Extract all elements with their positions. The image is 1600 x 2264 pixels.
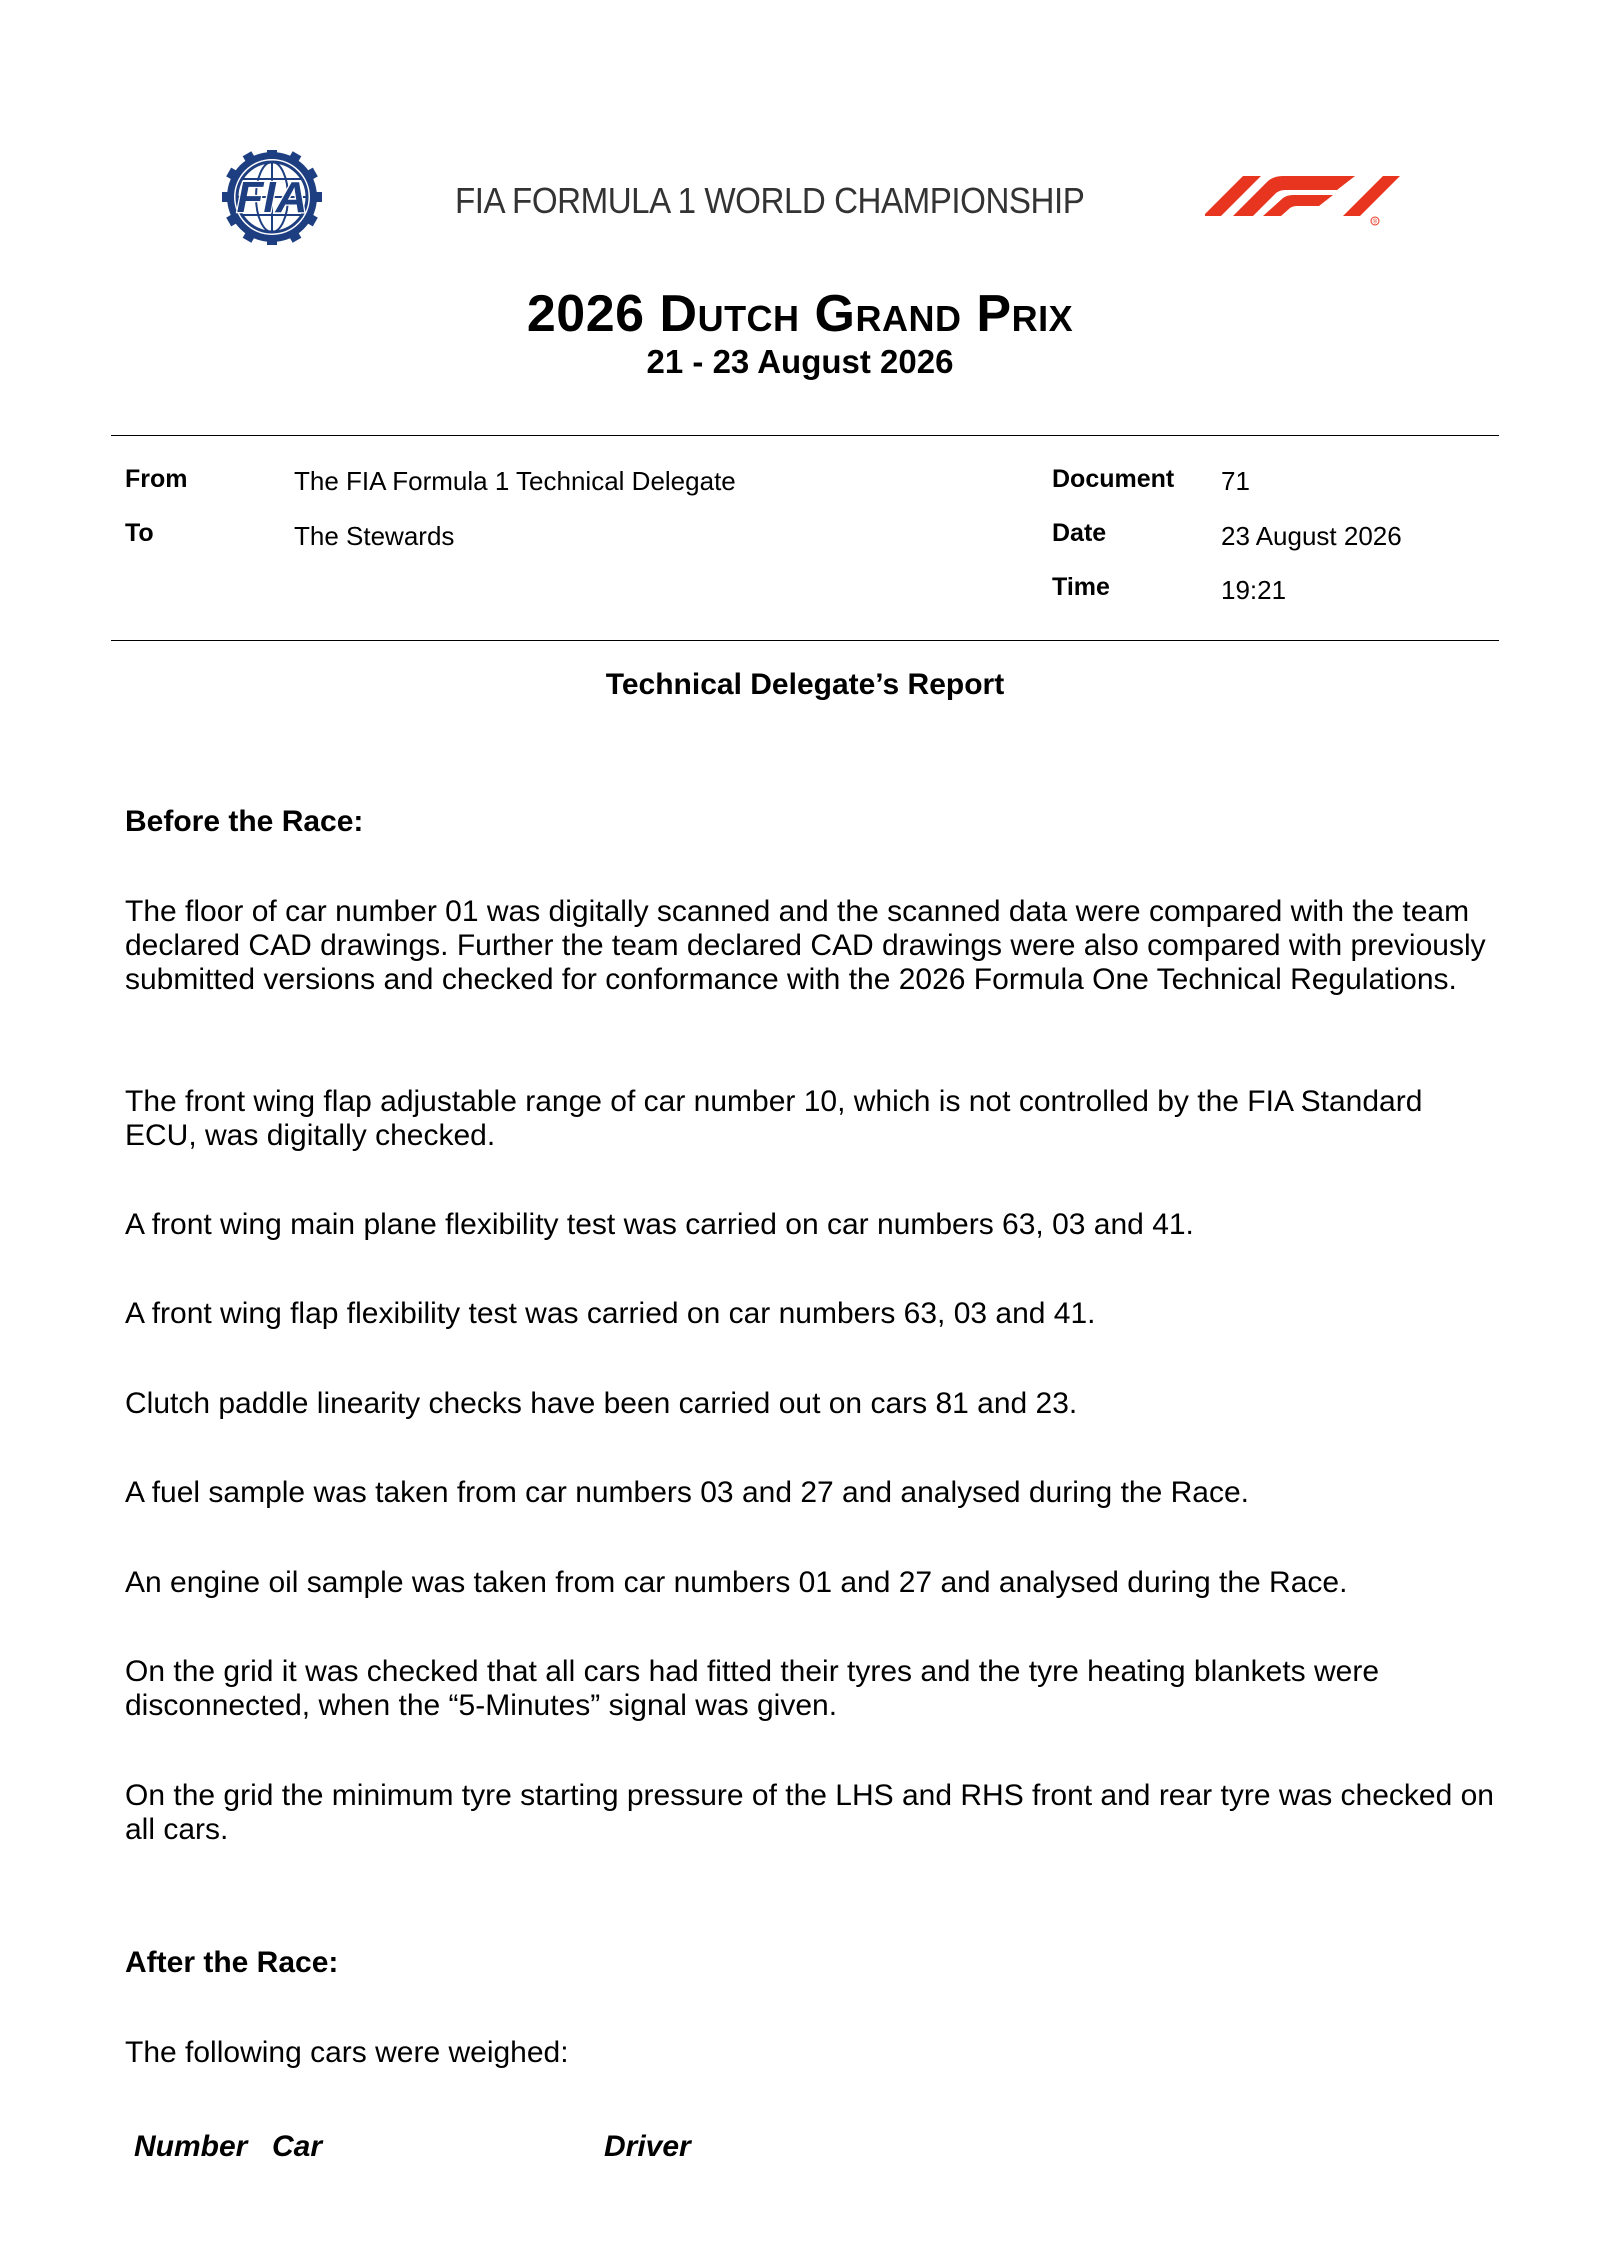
date-value: 23 August 2026: [1221, 521, 1402, 551]
time-label: Time: [1052, 573, 1110, 601]
event-dates: 21 - 23 August 2026: [646, 343, 954, 380]
svg-text:®: ®: [1372, 219, 1378, 226]
table-header-driver: Driver: [604, 2130, 691, 2163]
divider-bottom: [111, 640, 1499, 641]
from-value: The FIA Formula 1 Technical Delegate: [294, 466, 736, 496]
from-label: From: [125, 465, 188, 493]
document-value: 71: [1221, 466, 1250, 496]
paragraph-flap-flexibility: A front wing flap flexibility test was carried on car numbers 63, 03 and 41.: [125, 1297, 1096, 1330]
after-race-heading: After the Race:: [125, 1946, 339, 1979]
paragraph-main-plane-flexibility: A front wing main plane flexibility test was carried on car numbers 63, 03 and 41.: [125, 1208, 1194, 1241]
to-label: To: [125, 519, 154, 547]
paragraph-engine-oil-sample: An engine oil sample was taken from car numbers 01 and 27 and analysed during the Race.: [125, 1566, 1348, 1599]
paragraph-fuel-sample: A fuel sample was taken from car numbers 03 and 27 and analysed during the Race.: [125, 1476, 1249, 1509]
header-logos: [0, 150, 1600, 245]
paragraph-tyre-pressure: On the grid the minimum tyre starting pressure of the LHS and RHS front and rear tyre was checked on all cars.: [125, 1779, 1494, 1846]
paragraph-tyre-blankets: On the grid it was checked that all cars had fitted their tyres and the tyre heating blankets were disconnected, when the “5-Minutes” signal was given.: [125, 1655, 1380, 1722]
table-header-number: Number: [134, 2130, 248, 2163]
divider-top: [111, 435, 1499, 436]
fia-logo-text: FIA: [236, 173, 308, 222]
time-value: 19:21: [1221, 575, 1287, 605]
document-label: Document: [1052, 465, 1175, 493]
fia-globe-logo-icon: [205, 150, 340, 245]
paragraph-floor-scan: The floor of car number 01 was digitally scanned and the scanned data were compared with the team declared CAD drawings. Further the team declared CAD drawings were also compared with previously submitted versions and checked for conformance with the 2026 Formula One Technical Regulations.: [125, 895, 1486, 996]
paragraph-front-wing-flap-range: The front wing flap adjustable range of car number 10, which is not controlled by the FIA Standard ECU, was digitally checked.: [125, 1085, 1423, 1152]
date-label: Date: [1052, 519, 1107, 547]
table-header-car: Car: [272, 2130, 323, 2163]
championship-title: FIA FORMULA 1 WORLD CHAMPIONSHIP: [455, 180, 1085, 221]
to-value: The Stewards: [294, 521, 455, 551]
report-title: Technical Delegate’s Report: [605, 668, 1005, 701]
paragraph-weighed-intro: The following cars were weighed:: [125, 2036, 569, 2069]
paragraph-clutch-paddle: Clutch paddle linearity checks have been carried out on cars 81 and 23.: [125, 1387, 1078, 1420]
before-race-heading: Before the Race:: [125, 805, 364, 838]
event-title: 2026 Dutch Grand Prix: [526, 285, 1074, 343]
f1-logo-icon: [1205, 168, 1400, 228]
